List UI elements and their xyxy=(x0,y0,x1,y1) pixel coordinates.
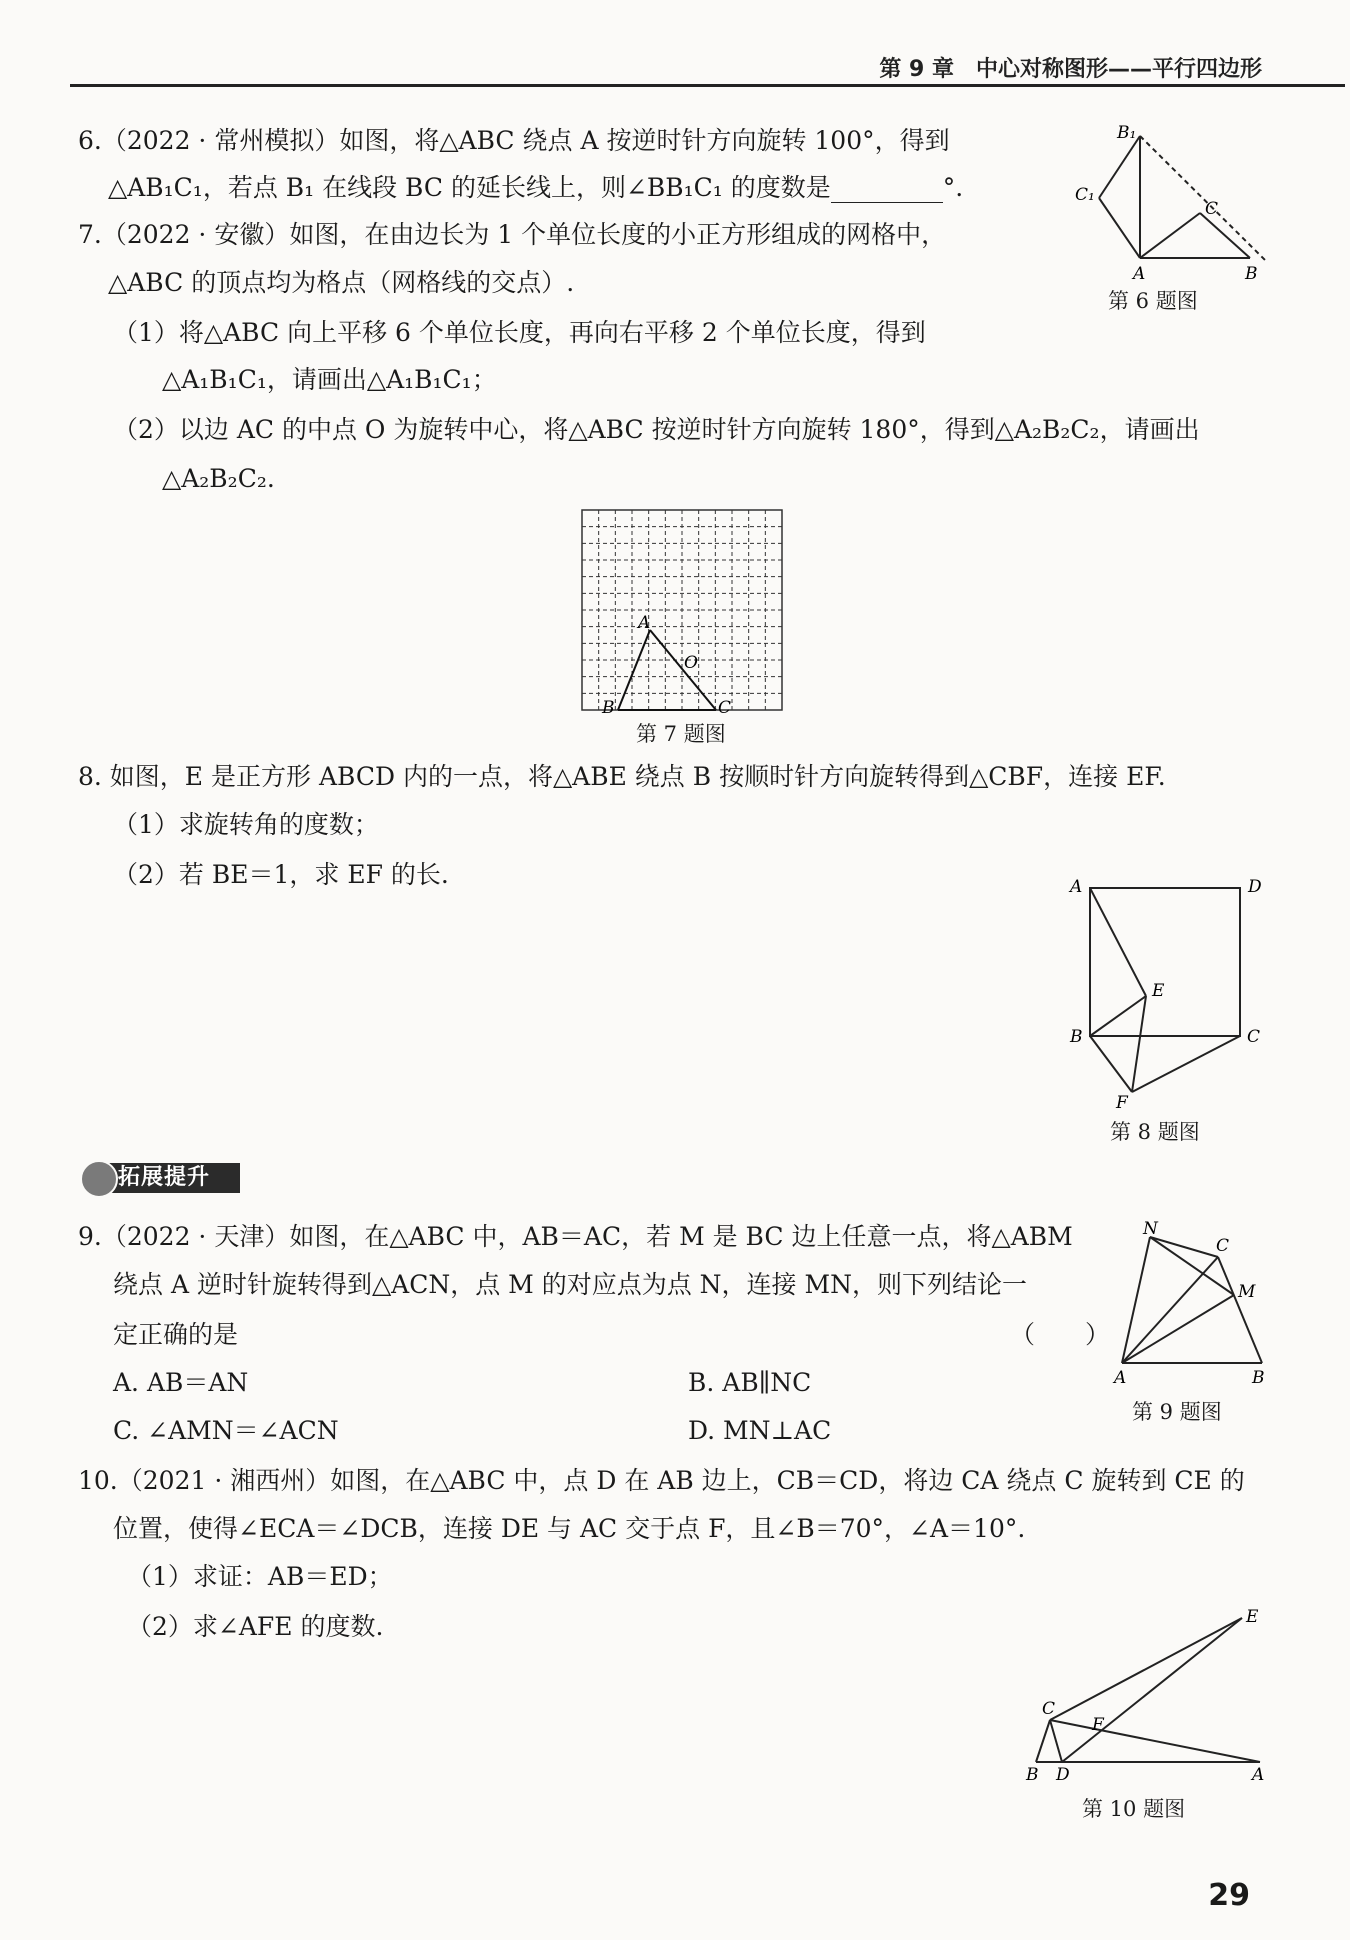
q10-figure xyxy=(1020,1600,1280,1785)
q7-sub1-line2: △A₁B₁C₁，请画出△A₁B₁C₁； xyxy=(162,365,497,394)
q6-label-c1: C₁ xyxy=(1075,185,1095,205)
q6-figure xyxy=(1065,118,1280,283)
q7-line2: △ABC 的顶点均为格点（网格线的交点）. xyxy=(108,268,575,297)
q9-label-c: C xyxy=(1216,1236,1230,1256)
q8-label-b: B xyxy=(1070,1027,1083,1047)
q8-label-d: D xyxy=(1248,877,1262,897)
q6-label-b: B xyxy=(1245,264,1258,284)
q9-answer-paren[interactable]: （ ） xyxy=(1010,1320,1111,1349)
q7-grid-figure xyxy=(580,508,790,718)
q7-label-b: B xyxy=(602,698,615,718)
q6-label-b1: B₁ xyxy=(1117,123,1137,143)
q10-line2: 位置，使得∠ECA＝∠DCB，连接 DE 与 AC 交于点 F，且∠B＝70°，∠A＝10°. xyxy=(113,1514,1026,1543)
q10-caption: 第 10 题图 xyxy=(1082,1797,1186,1821)
page-number: 29 xyxy=(1208,1878,1250,1913)
q7-label-c: C xyxy=(718,698,732,718)
q8-sub1: （1）求旋转角的度数； xyxy=(113,810,379,839)
q9-option-d[interactable]: D. MN⊥AC xyxy=(688,1416,832,1445)
q10-label-b: B xyxy=(1026,1765,1039,1785)
q10-sub1: （1）求证：AB＝ED； xyxy=(127,1562,393,1591)
section-tag xyxy=(80,1160,240,1194)
q9-label-b: B xyxy=(1252,1368,1265,1388)
q6-line2 xyxy=(108,173,963,203)
q6-label-c: C xyxy=(1205,199,1219,219)
q8-label-a: A xyxy=(1070,877,1083,897)
bulb-icon xyxy=(80,1160,118,1198)
q8-figure xyxy=(1060,870,1262,1113)
q7-label-o: O xyxy=(684,653,698,673)
q10-sub2: （2）求∠AFE 的度数. xyxy=(127,1612,384,1641)
q10-label-d: D xyxy=(1056,1765,1070,1785)
q8-sub2: （2）若 BE＝1，求 EF 的长. xyxy=(113,860,449,889)
q7-line1: 7.（2022 · 安徽）如图，在由边长为 1 个单位长度的小正方形组成的网格中， xyxy=(78,220,947,249)
q6-label-a: A xyxy=(1133,264,1146,284)
q10-label-a: A xyxy=(1252,1765,1265,1785)
q7-sub2-line1: （2）以边 AC 的中点 O 为旋转中心，将△ABC 按逆时针方向旋转 180°，得到△A₂B₂C₂，请画出 xyxy=(113,415,1200,444)
q10-line1: 10.（2021 · 湘西州）如图，在△ABC 中，点 D 在 AB 边上，CB＝CD，将边 CA 绕点 C 旋转到 CE 的 xyxy=(78,1466,1245,1495)
q9-option-b[interactable]: B. AB∥NC xyxy=(688,1368,812,1397)
q8-label-e: E xyxy=(1152,981,1165,1001)
q9-figure xyxy=(1100,1215,1280,1390)
q6-caption: 第 6 题图 xyxy=(1108,289,1198,313)
q8-line1: 8. 如图，E 是正方形 ABCD 内的一点，将△ABE 绕点 B 按顺时针方向旋转得到△CBF，连接 EF. xyxy=(78,762,1166,791)
q7-caption: 第 7 题图 xyxy=(636,722,726,746)
chapter-header: 第 9 章 中心对称图形——平行四边形 xyxy=(879,57,1262,82)
q9-label-a: A xyxy=(1114,1368,1127,1388)
q7-label-a: A xyxy=(638,613,651,633)
q7-sub1-line1: （1）将△ABC 向上平移 6 个单位长度，再向右平移 2 个单位长度，得到 xyxy=(113,318,926,347)
section-label: 拓展提升 xyxy=(118,1165,211,1190)
q9-caption: 第 9 题图 xyxy=(1132,1400,1222,1424)
q8-label-f: F xyxy=(1116,1093,1128,1113)
q9-option-c[interactable]: C. ∠AMN＝∠ACN xyxy=(113,1416,339,1445)
q10-label-e: E xyxy=(1246,1607,1259,1627)
q9-line1: 9.（2022 · 天津）如图，在△ABC 中，AB＝AC，若 M 是 BC 边上任意一点，将△ABM xyxy=(78,1222,1073,1251)
q6-line2-end: °. xyxy=(942,173,964,202)
q9-label-n: N xyxy=(1143,1219,1158,1239)
q9-line2: 绕点 A 逆时针旋转得到△ACN，点 M 的对应点为点 N，连接 MN，则下列结论一 xyxy=(113,1270,1027,1299)
q8-caption: 第 8 题图 xyxy=(1110,1120,1200,1144)
q9-label-m: M xyxy=(1238,1282,1256,1302)
q8-label-c: C xyxy=(1247,1027,1261,1047)
q9-line3: 定正确的是 xyxy=(113,1320,239,1349)
q9-option-a[interactable]: A. AB＝AN xyxy=(113,1368,249,1397)
q6-line2-text: △AB₁C₁，若点 B₁ 在线段 BC 的延长线上，则∠BB₁C₁ 的度数是 xyxy=(108,173,831,202)
q6-line1: 6.（2022 · 常州模拟）如图，将△ABC 绕点 A 按逆时针方向旋转 100°，得到 xyxy=(78,126,950,155)
q10-label-c: C xyxy=(1042,1699,1056,1719)
q10-label-f: F xyxy=(1092,1715,1104,1735)
q7-sub2-line2: △A₂B₂C₂. xyxy=(162,464,275,493)
header-rule xyxy=(70,84,1345,87)
q6-answer-blank[interactable] xyxy=(831,180,943,203)
